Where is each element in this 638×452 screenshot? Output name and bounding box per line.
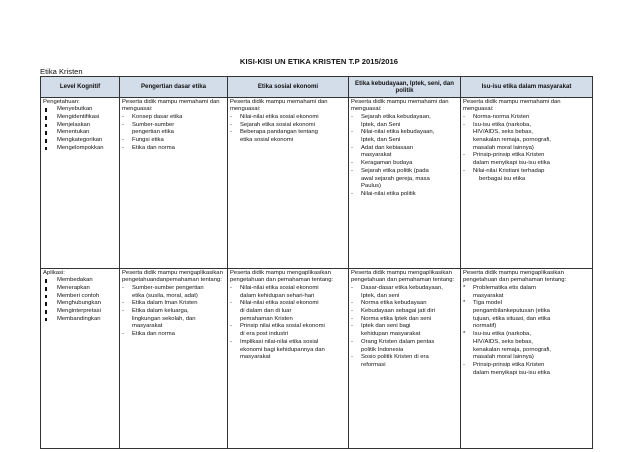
list-item: Iptek, dan Seni bbox=[361, 137, 401, 144]
list-item: - Sejarah etika sosial ekonomi bbox=[230, 122, 346, 130]
level-title: Aplikasi: bbox=[43, 269, 65, 276]
list-item: masyarakat bbox=[473, 292, 504, 299]
list-item: - Prinsip-prinsip etika Kristen bbox=[463, 152, 590, 160]
list-item: - Nilai-nilai etika sosial ekonomi bbox=[230, 300, 346, 308]
list-item: etika sosial ekonomi bbox=[240, 137, 294, 144]
list-item: - Dasar-dasar etika kebudayaan, bbox=[351, 285, 458, 293]
list-item: Iptek, dan Seni bbox=[361, 121, 401, 128]
list-item: - Orang Kristen dalam pentas bbox=[351, 339, 458, 347]
cell-etika-sosial-ekonomi bbox=[228, 269, 349, 449]
list-item: masalah moral lainnya) bbox=[473, 144, 534, 151]
list-item: - Norma-norma Kristen bbox=[463, 114, 590, 122]
list-item: kenakalan remaja, pornografi, bbox=[473, 346, 551, 353]
list-item: reformasi bbox=[361, 361, 386, 368]
list-item: Mengidentifikasi bbox=[43, 114, 117, 122]
cell-intro: Peserta didik mampu memahami dan menguasai: bbox=[230, 98, 328, 113]
document-title: KISI-KISI UN ETIKA KRISTEN T.P 2015/2016 bbox=[239, 57, 399, 66]
list-item: ekonomi bagi kehidupannya dan bbox=[240, 346, 325, 353]
list-item: normatif) bbox=[473, 323, 497, 330]
list-item: - Nilai-nilai etika sosial ekonomi bbox=[230, 285, 346, 293]
cell-etika-kebudayaan bbox=[349, 269, 461, 449]
list-item: - Sejarah etika kebudayaan, bbox=[351, 114, 458, 122]
list-item: Menjelaskan bbox=[43, 122, 117, 130]
list-item: - Sejarah etika politik (pada bbox=[351, 168, 458, 176]
list-item: - Norma etika kebudayaan bbox=[351, 300, 458, 308]
section-label: Etika Kristen bbox=[40, 67, 83, 76]
list-item: Mengelompokkan bbox=[43, 145, 117, 153]
list-item: politik Indonesia bbox=[361, 346, 404, 353]
list-item: Membedakan bbox=[43, 277, 117, 285]
list-item: kenakalan remaja, pornografi, bbox=[473, 137, 551, 144]
list-item: Menentukan bbox=[43, 129, 117, 137]
level-title: Pengetahuan: bbox=[43, 98, 80, 105]
cell-intro: Peserta didik mampu mengaplikasikan pengetahuan dan pemahaman tentang: bbox=[463, 269, 567, 284]
list-item: dalam menyikapi isu-isu etika bbox=[473, 369, 550, 376]
list-item: - Nilai-nilai etika kebudayaan, bbox=[351, 129, 458, 137]
header-etika-kebudayaan: Etika kebudayaan, Iptek, seni, dan politik bbox=[349, 77, 461, 98]
list-item: HIV/AIDS, seks bebas, bbox=[473, 129, 533, 136]
list-item: pengambilankeputusan (etika bbox=[473, 308, 550, 315]
list-item: - Fungsi etika bbox=[122, 137, 225, 145]
header-isu-isu-etika: Isu-isu etika dalam masyarakat bbox=[461, 77, 593, 98]
list-item: - Keragaman budaya bbox=[351, 160, 458, 168]
list-item: Iptek, dan seni bbox=[361, 292, 400, 299]
table-row bbox=[41, 98, 593, 269]
list-item: tujuan, etika situasi, dan etika bbox=[473, 315, 551, 322]
cell-etika-kebudayaan bbox=[349, 98, 461, 269]
list-item: Menginterpretasi bbox=[43, 308, 117, 316]
kisi-kisi-table bbox=[40, 76, 593, 449]
list-item: Paulus) bbox=[361, 183, 381, 190]
list-item: * Isu-isu etika (narkoba, bbox=[463, 331, 590, 339]
list-item: kehidupan masyarakat bbox=[361, 331, 421, 338]
cell-etika-sosial-ekonomi bbox=[228, 98, 349, 269]
list-item: pemahaman Kristen bbox=[240, 315, 293, 322]
list-item: - Isu-isu etika (narkoba, bbox=[463, 122, 590, 130]
list-item: dalam menyikapi isu-isu etika bbox=[473, 160, 550, 167]
cell-isu-isu-etika bbox=[461, 269, 593, 449]
list-item: Mengkategorikan bbox=[43, 137, 117, 145]
list-item: Menyebutkan bbox=[43, 106, 117, 114]
cell-pengertian-dasar-etika bbox=[120, 98, 228, 269]
header-etika-sosial-ekonomi: Etika sosial ekonomi bbox=[228, 77, 349, 98]
level-items bbox=[43, 277, 117, 323]
cell-isu-isu-etika bbox=[461, 98, 593, 269]
cell-intro: Peserta didik mampu mengaplikasikan pengetahuan dan pemahaman tentang: bbox=[351, 269, 455, 284]
cell-level-pengetahuan bbox=[41, 98, 120, 269]
list-item: Memberi contoh bbox=[43, 293, 117, 301]
list-item: masyarakat bbox=[361, 152, 392, 159]
table-header-row bbox=[41, 77, 593, 98]
cell-intro: Peserta didik mampu memahami dan menguasai: bbox=[122, 98, 220, 113]
cell-intro: Peserta didik mampu mengaplikasikan pengetahuandanpemahaman tentang: bbox=[122, 269, 223, 284]
list-item: - Etika dalam Iman Kristen bbox=[122, 300, 225, 308]
list-item: - Nilai-nilai etika sosial ekonomi bbox=[230, 114, 346, 122]
list-item: masyarakat bbox=[132, 323, 163, 330]
list-item: - Sumber-sumber pengertian bbox=[122, 285, 225, 293]
list-item: awal sejarah gereja, masa bbox=[361, 175, 430, 182]
list-item: Menerapkan bbox=[43, 285, 117, 293]
list-item: Membandingkan bbox=[43, 316, 117, 324]
list-item: * Tiga model bbox=[463, 300, 590, 308]
list-item: etika (susila, moral, adat) bbox=[132, 292, 198, 299]
list-item: - Sumber-sumber bbox=[122, 122, 225, 130]
list-item: - Iptek dan seni bagi bbox=[351, 323, 458, 331]
list-item: - Norma etika Iptek dan seni bbox=[351, 316, 458, 324]
list-item: pengertian etika bbox=[132, 129, 174, 136]
list-item: * Problematika etis dalam bbox=[463, 285, 590, 293]
list-item: HIV/AIDS, seks bebas, bbox=[473, 338, 533, 345]
list-item: - Etika dan norma bbox=[122, 331, 225, 339]
list-item: - Etika dalam keluarga, bbox=[122, 308, 225, 316]
header-pengertian-dasar-etika: Pengertian dasar etika bbox=[120, 77, 228, 98]
list-item: Menghubungkan bbox=[43, 300, 117, 308]
list-item: - Prinsip nilai etika sosial ekonomi bbox=[230, 323, 346, 331]
table-row bbox=[41, 269, 593, 449]
list-item: - Etika dan norma bbox=[122, 145, 225, 153]
cell-intro: Peserta didik mampu memahami dan menguasai: bbox=[351, 98, 449, 113]
cell-intro: Peserta didik mampu memahami dan menguasai: bbox=[463, 98, 561, 113]
cell-level-aplikasi bbox=[41, 269, 120, 449]
list-item: - Nilai-nilai etika politik bbox=[351, 191, 458, 199]
list-item: - Sosio politik Kristen di era bbox=[351, 354, 458, 362]
list-item: - Prinsip-prinsip etika Kristen bbox=[463, 362, 590, 370]
header-level-kognitif: Level Kognitif bbox=[41, 77, 120, 98]
list-item: di dalam dan di luar bbox=[240, 308, 292, 315]
list-item: berbagai isu etika bbox=[479, 175, 526, 182]
list-item: - Implikasi nilai-nilai etika sosial bbox=[230, 339, 346, 347]
list-item: - Konsep dasar etika bbox=[122, 114, 225, 122]
level-items bbox=[43, 106, 117, 152]
list-item: - Kebudayaan sebagai jati diri bbox=[351, 308, 458, 316]
list-item: lingkungan sekolah, dan bbox=[132, 315, 196, 322]
list-item: masyarakat bbox=[240, 354, 271, 361]
list-item: dalam kehidupan sehari-hari bbox=[240, 292, 315, 299]
list-item: - Beberapa pandangan tentang bbox=[230, 129, 346, 137]
cell-intro: Peserta didik mampu mengaplikasikan pengetahuan dan pemahaman tentang: bbox=[230, 269, 334, 284]
list-item: - Adat dan kebiasaan bbox=[351, 145, 458, 153]
list-item: masalah moral lainnya) bbox=[473, 354, 534, 361]
cell-pengertian-dasar-etika bbox=[120, 269, 228, 449]
list-item: di era post industri bbox=[240, 331, 289, 338]
list-item: - Nilai-nilai Kristiani terhadap bbox=[463, 168, 590, 176]
